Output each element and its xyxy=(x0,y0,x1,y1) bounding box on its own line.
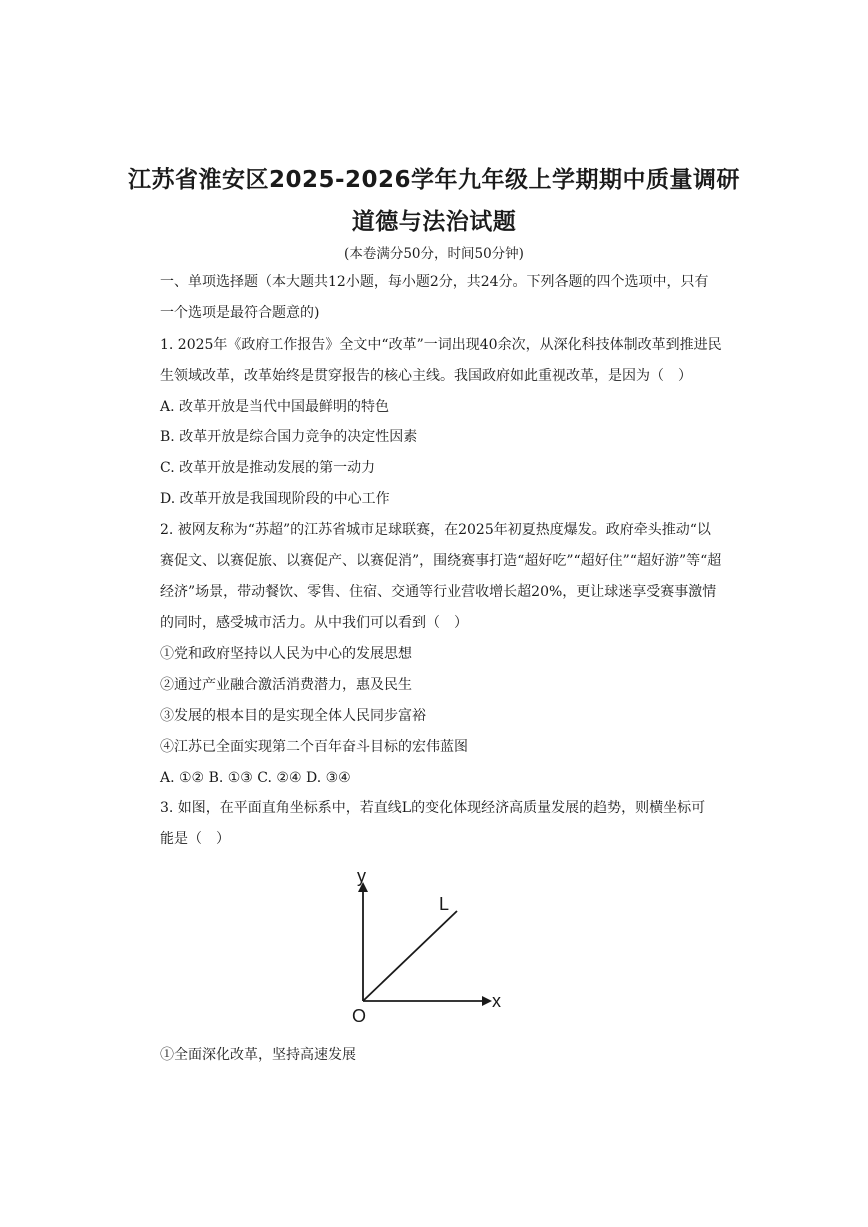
q2-stem-cont-3: 的同时，感受城市活力。从中我们可以看到（ ） xyxy=(160,615,468,631)
q2-statement-2: ②通过产业融合激活消费潜力，惠及民生 xyxy=(160,677,412,693)
q3-stem-cont: 能是（ ） xyxy=(160,831,230,847)
section-heading: 一、单项选择题（本大题共12小题，每小题2分，共24分。下列各题的四个选项中，只有 xyxy=(160,274,709,290)
exam-subject-title: 道德与法治试题 xyxy=(351,209,517,235)
exam-score-time-note: (本卷满分50分，时间50分钟) xyxy=(344,246,524,262)
q2-statement-3: ③发展的根本目的是实现全体人民同步富裕 xyxy=(160,708,426,724)
section-heading-cont: 一个选项是最符合题意的) xyxy=(160,305,320,321)
coordinate-graph xyxy=(340,862,515,1027)
q1-stem-cont: 生领域改革，改革始终是贯穿报告的核心主线。我国政府如此重视改革，是因为（ ） xyxy=(160,368,692,384)
q3-stem: 3. 如图，在平面直角坐标系中，若直线L的变化体现经济高质量发展的趋势，则横坐标可 xyxy=(160,800,706,816)
q1-option-c: C. 改革开放是推动发展的第一动力 xyxy=(160,460,376,476)
line-l-label: L xyxy=(439,894,450,914)
q2-stem: 2. 被网友称为“苏超”的江苏省城市足球联赛，在2025年初夏热度爆发。政府牵头推动“以 xyxy=(160,522,711,538)
y-axis-label: y xyxy=(357,866,366,886)
exam-title: 江苏省淮安区2025-2026学年九年级上学期期中质量调研 xyxy=(127,167,741,193)
q1-option-a: A. 改革开放是当代中国最鲜明的特色 xyxy=(160,399,390,415)
q1-option-b: B. 改革开放是综合国力竞争的决定性因素 xyxy=(160,429,418,445)
q3-statement-1: ①全面深化改革，坚持高速发展 xyxy=(160,1047,356,1063)
q2-stem-cont-2: 经济”场景，带动餐饮、零售、住宿、交通等行业营收增长超20%，更让球迷享受赛事激情 xyxy=(160,584,717,600)
q1-option-d: D. 改革开放是我国现阶段的中心工作 xyxy=(160,491,390,507)
q2-statement-4: ④江苏已全面实现第二个百年奋斗目标的宏伟蓝图 xyxy=(160,739,468,755)
q2-stem-cont-1: 赛促文、以赛促旅、以赛促产、以赛促消”，围绕赛事打造“超好吃”“超好住”“超好游”等“超 xyxy=(160,553,722,569)
origin-label: O xyxy=(352,1006,367,1026)
x-axis-label: x xyxy=(492,991,501,1011)
line-l xyxy=(363,911,457,1001)
q2-statement-1: ①党和政府坚持以人民为中心的发展思想 xyxy=(160,646,412,662)
q1-stem: 1. 2025年《政府工作报告》全文中“改革”一词出现40余次，从深化科技体制改革到推进民 xyxy=(160,337,722,353)
q2-answer-options: A. ①② B. ①③ C. ②④ D. ③④ xyxy=(160,770,351,786)
